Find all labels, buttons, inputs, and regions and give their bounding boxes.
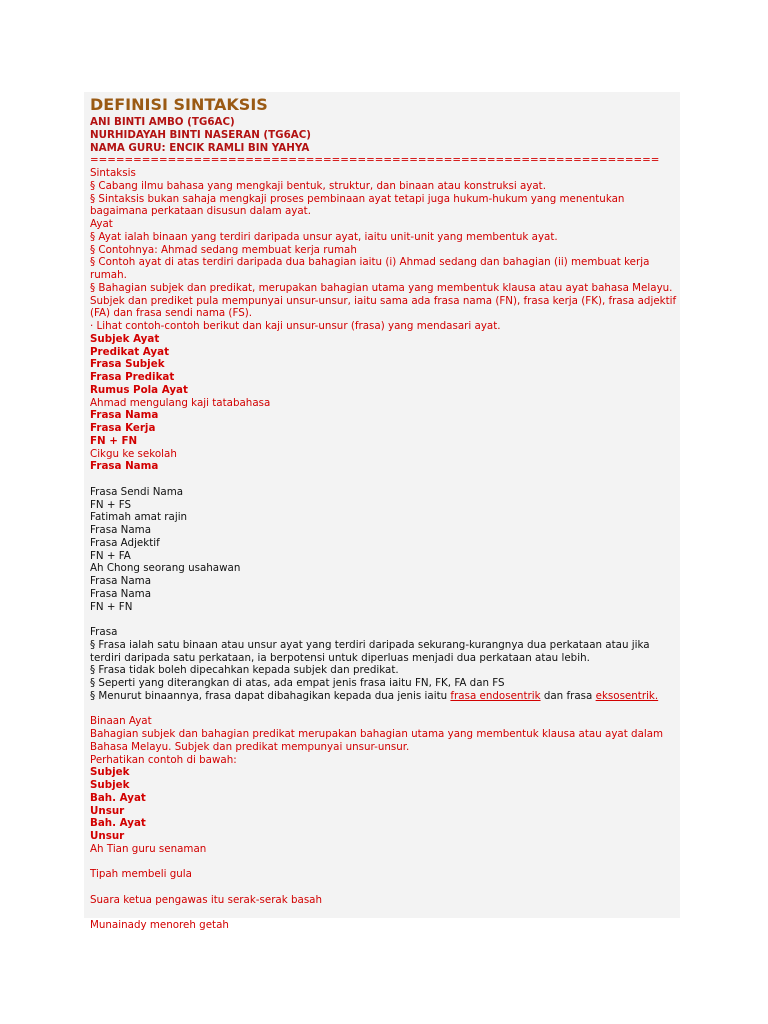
paragraph xyxy=(90,690,678,703)
section-heading: Sintaksis xyxy=(90,167,136,179)
list-item: FN + FN xyxy=(90,600,133,613)
list-item: Rumus Pola Ayat xyxy=(90,383,188,396)
teacher-line: NAMA GURU: ENCIK RAMLI BIN YAHYA xyxy=(90,141,310,154)
list-item: Frasa Nama xyxy=(90,587,152,600)
paragraph: § Frasa ialah satu binaan atau unsur ayat yang terdiri daripada sekurang-kurangnya dua perkataan atau jika terdiri daripada satu perkataan, ia berpotensi untuk diperluas menjadi dua perkataan atau lebih. xyxy=(90,638,650,664)
list-item: Frasa Predikat xyxy=(90,371,175,383)
section-heading: Frasa xyxy=(90,626,118,638)
list-item: Unsur xyxy=(90,804,125,817)
list-item: FN + FS xyxy=(90,498,132,511)
list-item: Bah. Ayat xyxy=(90,817,146,830)
section-heading: Binaan Ayat xyxy=(90,715,152,728)
paragraph: § Bahagian subjek dan predikat, merupakan bahagian utama yang membentuk klausa atau ayat bahasa Melayu. xyxy=(90,281,673,294)
list-item: Frasa Sendi Nama xyxy=(90,485,184,498)
paragraph: § Sintaksis bukan sahaja mengkaji proses pembinaan ayat tetapi juga hukum-hukum yang menentukan bagaimana perkataan disusun dalam ayat. xyxy=(90,192,625,218)
spacer xyxy=(90,881,678,894)
list-item: Fatimah amat rajin xyxy=(90,511,188,524)
paragraph: Bahagian subjek dan bahagian predikat merupakan bahagian utama yang membentuk klausa atau ayat dalam Bahasa Melayu. Subjek dan predikat mempunyai unsur-unsur. xyxy=(90,728,664,753)
paragraph: § Ayat ialah binaan yang terdiri daripada unsur ayat, iaitu unit-unit yang membentuk ayat. xyxy=(90,230,558,243)
author-line: ANI BINTI AMBO (TG6AC) xyxy=(90,116,235,128)
list-item: Frasa Kerja xyxy=(90,422,156,434)
list-item: Frasa Nama xyxy=(90,575,152,587)
spacer xyxy=(90,613,678,626)
list-item: Cikgu ke sekolah xyxy=(90,447,177,460)
document-page xyxy=(84,92,680,932)
spacer xyxy=(90,907,678,920)
list-item: Bah. Ayat xyxy=(90,791,146,804)
paragraph: Perhatikan contoh di bawah: xyxy=(90,753,237,766)
list-item: FN + FN xyxy=(90,434,138,447)
paragraph-text: § Menurut binaannya, frasa dapat dibahagikan kepada dua jenis iaitu xyxy=(90,689,451,702)
list-item: FN + FA xyxy=(90,549,131,562)
list-item: Subjek xyxy=(90,766,130,779)
endosentrik-link[interactable]: frasa endosentrik xyxy=(450,689,541,702)
paragraph: § Contohnya: Ahmad sedang membuat kerja rumah xyxy=(90,243,357,256)
document-content xyxy=(90,94,678,932)
example-sentence: Suara ketua pengawas itu serak-serak basah xyxy=(90,893,323,906)
list-item: Subjek Ayat xyxy=(90,332,160,345)
section-heading: Ayat xyxy=(90,218,113,230)
paragraph-text: dan frasa xyxy=(540,689,596,702)
divider: ================================================================== xyxy=(90,154,660,167)
example-sentence: Tipah membeli gula xyxy=(90,868,192,881)
list-item: Frasa Adjektif xyxy=(90,536,160,549)
author-line: NURHIDAYAH BINTI NASERAN (TG6AC) xyxy=(90,128,311,141)
list-item: Frasa Nama xyxy=(90,409,159,422)
list-item: Ah Chong seorang usahawan xyxy=(90,562,241,575)
paragraph: § Frasa tidak boleh dipecahkan kepada subjek dan predikat. xyxy=(90,664,399,677)
list-item: Ahmad mengulang kaji tatabahasa xyxy=(90,396,271,409)
spacer xyxy=(90,856,678,869)
paragraph: § Seperti yang diterangkan di atas, ada empat jenis frasa iaitu FN, FK, FA dan FS xyxy=(90,677,505,689)
example-sentence: Munainady menoreh getah xyxy=(90,919,229,932)
list-item: Frasa Nama xyxy=(90,524,152,536)
spacer xyxy=(90,703,678,716)
paragraph: § Cabang ilmu bahasa yang mengkaji bentuk, struktur, dan binaan atau konstruksi ayat. xyxy=(90,179,546,192)
paragraph: · Lihat contoh-contoh berikut dan kaji unsur-unsur (frasa) yang mendasari ayat. xyxy=(90,320,501,332)
list-item: Ah Tian guru senaman xyxy=(90,842,207,855)
paragraph: § Contoh ayat di atas terdiri daripada dua bahagian iaitu (i) Ahmad sedang dan bahagian (ii) membuat kerja rumah. xyxy=(90,256,650,281)
list-item: Predikat Ayat xyxy=(90,345,169,358)
list-item: Frasa Nama xyxy=(90,460,159,473)
eksosentrik-link[interactable]: eksosentrik. xyxy=(595,689,659,702)
list-item: Frasa Subjek xyxy=(90,358,165,371)
page-title: DEFINISI SINTAKSIS xyxy=(90,95,268,114)
spacer xyxy=(90,473,678,486)
list-item: Subjek xyxy=(90,779,130,791)
list-item: Unsur xyxy=(90,830,125,842)
paragraph: Subjek dan prediket pula mempunyai unsur-unsur, iaitu sama ada frasa nama (FN), frasa kerja (FK), frasa adjektif (FA) dan frasa sendi nama (FS). xyxy=(90,294,677,320)
